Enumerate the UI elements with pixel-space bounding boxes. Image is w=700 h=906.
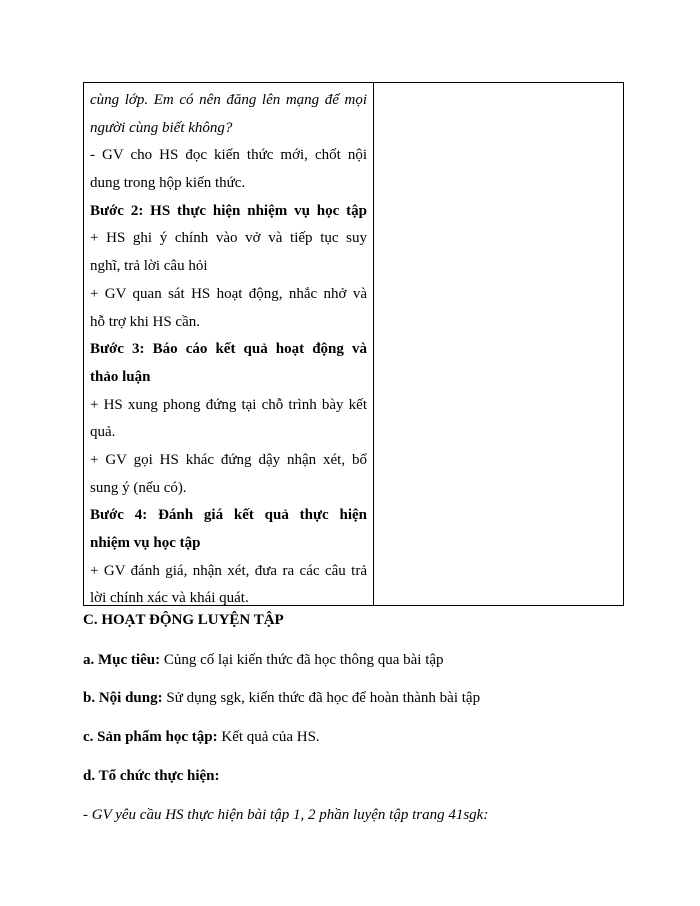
table-right-cell bbox=[374, 83, 623, 605]
table-text-line: + HS ghi ý chính vào vở và tiếp tục suy bbox=[90, 230, 367, 247]
instruction-line: - GV yêu cầu HS thực hiện bài tập 1, 2 phần luyện tập trang 41sgk: bbox=[83, 807, 489, 823]
table-text-line: cùng lớp. Em có nên đăng lên mạng để mọi bbox=[90, 92, 367, 108]
product-label: c. Sản phẩm học tập: bbox=[83, 729, 218, 745]
table-text-line: + GV đánh giá, nhận xét, đưa ra các câu trả bbox=[90, 562, 367, 579]
table-text-line: nghĩ, trả lời câu hỏi bbox=[90, 258, 208, 275]
objective-line bbox=[83, 650, 444, 670]
table-text-line: + GV quan sát HS hoạt động, nhắc nhở và bbox=[90, 285, 367, 302]
table-text-line: Bước 3: Báo cáo kết quả hoạt động và bbox=[90, 341, 367, 358]
content-text: Sử dụng sgk, kiến thức đã học để hoàn thành bài tập bbox=[162, 690, 481, 706]
table-text-line: nhiệm vụ học tập bbox=[90, 535, 201, 551]
table-text-line: + GV gọi HS khác đứng dậy nhận xét, bổ bbox=[90, 451, 367, 468]
objective-text: Củng cố lại kiến thức đã học thông qua bài tập bbox=[160, 652, 444, 668]
section-c-heading: C. HOẠT ĐỘNG LUYỆN TẬP bbox=[83, 612, 284, 628]
table-text-line: + HS xung phong đứng tại chỗ trình bày kết bbox=[90, 396, 367, 413]
activity-table bbox=[83, 82, 624, 606]
table-text-line: người cùng biết không? bbox=[90, 119, 233, 136]
content-line bbox=[83, 688, 480, 708]
table-text-line: thảo luận bbox=[90, 368, 151, 385]
table-text-line: hỗ trợ khi HS cần. bbox=[90, 313, 201, 330]
table-text-line: quả. bbox=[90, 424, 116, 441]
organization-label: d. Tổ chức thực hiện: bbox=[83, 768, 220, 784]
table-text-line: dung trong hộp kiến thức. bbox=[90, 175, 246, 192]
table-text-line: Bước 4: Đánh giá kết quả thực hiện bbox=[90, 507, 367, 524]
table-text-line: sung ý (nếu có). bbox=[90, 479, 187, 496]
table-text-line: Bước 2: HS thực hiện nhiệm vụ học tập bbox=[90, 202, 367, 219]
table-text-line: - GV cho HS đọc kiến thức mới, chốt nội bbox=[90, 147, 367, 164]
table-left-cell bbox=[84, 83, 374, 605]
objective-label: a. Mục tiêu: bbox=[83, 652, 161, 668]
product-line bbox=[83, 727, 320, 747]
content-label: b. Nội dung: bbox=[83, 690, 163, 706]
product-text: Kết quả của HS. bbox=[217, 729, 320, 745]
table-text-line: lời chính xác và khái quát. bbox=[90, 590, 249, 607]
